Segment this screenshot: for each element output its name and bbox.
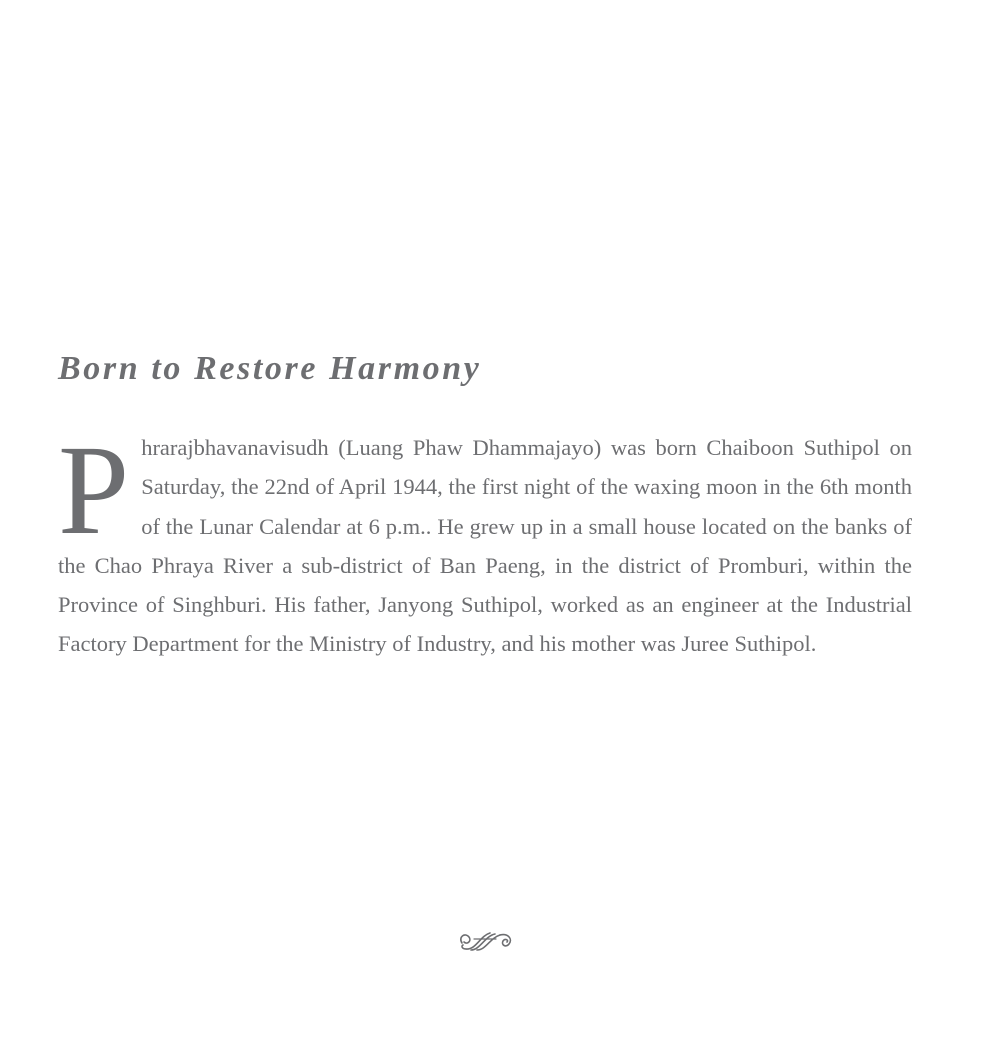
chapter-heading: Born to Restore Harmony <box>58 350 482 387</box>
paragraph-text: hrarajbhavanavisudh (Luang Phaw Dhammajayo) was born Chaiboon Suthipol on Saturday, the 22nd of April 1944, the first night of the waxing moon in the 6th month of the Lunar Calendar at 6 p.m.. He grew up in a small house located on the banks of the Chao Phraya River a sub-district of Ban Paeng, in the district of Promburi, within the Province of Singhburi. His father, Janyong Suthipol, worked as an engineer at the Industrial Factory Department for the Ministry of Industry, and his mother was Juree Suthipol. <box>58 435 912 657</box>
body-paragraph <box>58 419 912 664</box>
flourish-ornament-icon <box>456 926 516 956</box>
drop-cap: P <box>58 419 130 561</box>
